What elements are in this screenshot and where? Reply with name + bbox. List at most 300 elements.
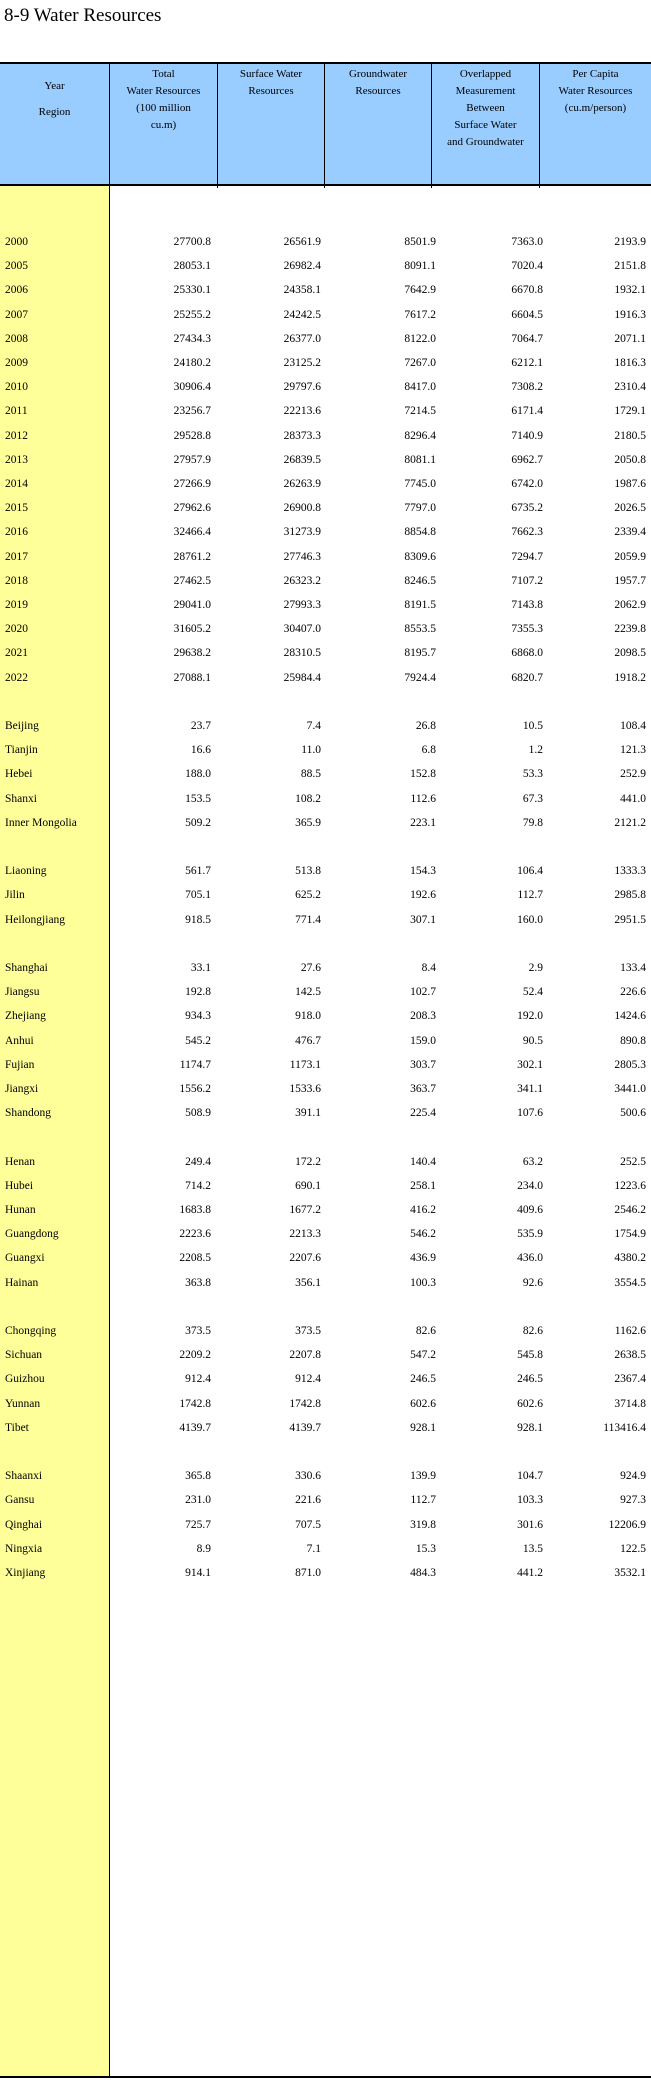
cell-value: 63.2 — [522, 1156, 543, 1168]
cell-value: 365.8 — [185, 1470, 211, 1482]
row-label: Hebei — [5, 768, 33, 780]
cell-value: 1223.6 — [614, 1180, 646, 1192]
header-line: Between — [466, 102, 505, 114]
cell-value: 4139.7 — [179, 1422, 211, 1434]
row-label: Jiangsu — [5, 986, 40, 998]
cell-value: 82.6 — [522, 1325, 543, 1337]
cell-value: 29797.6 — [283, 381, 321, 393]
cell-value: 2209.2 — [179, 1349, 211, 1361]
cell-value: 302.1 — [517, 1059, 543, 1071]
row-label: Shanxi — [5, 793, 37, 805]
table-row — [0, 377, 651, 397]
row-label: Shandong — [5, 1107, 51, 1119]
column-divider — [431, 64, 432, 188]
cell-value: 8122.0 — [404, 333, 436, 345]
table-row — [0, 1152, 651, 1172]
row-label: 2009 — [5, 357, 28, 369]
cell-value: 27746.3 — [283, 551, 321, 563]
cell-value: 10.5 — [522, 720, 543, 732]
cell-value: 2059.9 — [614, 551, 646, 563]
cell-value: 6604.5 — [511, 309, 543, 321]
cell-value: 7.4 — [306, 720, 321, 732]
table-row — [0, 1466, 651, 1486]
header-overlapped-measurement — [432, 64, 539, 184]
cell-value: 7662.3 — [511, 526, 543, 538]
cell-value: 373.5 — [295, 1325, 321, 1337]
cell-value: 8195.7 — [404, 647, 436, 659]
cell-value: 24358.1 — [283, 284, 321, 296]
table-row — [0, 1006, 651, 1026]
table-row — [0, 571, 651, 591]
cell-value: 24180.2 — [173, 357, 211, 369]
cell-value: 2310.4 — [614, 381, 646, 393]
header-line: and Groundwater — [447, 136, 524, 148]
cell-value: 8091.1 — [404, 260, 436, 272]
cell-value: 100.3 — [410, 1277, 436, 1289]
table-row — [0, 1200, 651, 1220]
row-label: Tianjin — [5, 744, 38, 756]
cell-value: 3532.1 — [614, 1567, 646, 1579]
cell-value: 365.9 — [295, 817, 321, 829]
table-row — [0, 547, 651, 567]
cell-value: 27462.5 — [173, 575, 211, 587]
cell-value: 927.3 — [620, 1494, 646, 1506]
cell-value: 29638.2 — [173, 647, 211, 659]
cell-value: 1754.9 — [614, 1228, 646, 1240]
cell-value: 103.3 — [517, 1494, 543, 1506]
cell-value: 918.0 — [295, 1010, 321, 1022]
cell-value: 1.2 — [528, 744, 543, 756]
cell-value: 53.3 — [522, 768, 543, 780]
cell-value: 246.5 — [410, 1373, 436, 1385]
cell-value: 172.2 — [295, 1156, 321, 1168]
header-surface-water-resources — [218, 64, 324, 184]
row-label: 2000 — [5, 236, 28, 248]
cell-value: 6868.0 — [511, 647, 543, 659]
cell-value: 2151.8 — [614, 260, 646, 272]
row-label: 2007 — [5, 309, 28, 321]
header-line: Per Capita — [572, 68, 619, 80]
cell-value: 252.5 — [620, 1156, 646, 1168]
cell-value: 1729.1 — [614, 405, 646, 417]
cell-value: 192.0 — [517, 1010, 543, 1022]
table-row — [0, 305, 651, 325]
cell-value: 226.6 — [620, 986, 646, 998]
cell-value: 26377.0 — [283, 333, 321, 345]
cell-value: 436.0 — [517, 1252, 543, 1264]
table-row — [0, 813, 651, 833]
cell-value: 26.8 — [415, 720, 436, 732]
cell-value: 2121.2 — [614, 817, 646, 829]
cell-value: 8309.6 — [404, 551, 436, 563]
cell-value: 25330.1 — [173, 284, 211, 296]
table-row — [0, 256, 651, 276]
cell-value: 107.6 — [517, 1107, 543, 1119]
row-label: Guangxi — [5, 1252, 45, 1264]
table-row — [0, 401, 651, 421]
cell-value: 8296.4 — [404, 430, 436, 442]
cell-value: 26561.9 — [283, 236, 321, 248]
cell-value: 31605.2 — [173, 623, 211, 635]
cell-value: 6962.7 — [511, 454, 543, 466]
cell-value: 2026.5 — [614, 502, 646, 514]
header-line: cu.m) — [150, 119, 177, 131]
cell-value: 890.8 — [620, 1035, 646, 1047]
table-row — [0, 232, 651, 252]
table-row — [0, 329, 651, 349]
row-label: Chongqing — [5, 1325, 57, 1337]
row-label: Gansu — [5, 1494, 35, 1506]
cell-value: 8081.1 — [404, 454, 436, 466]
row-label: Shaanxi — [5, 1470, 43, 1482]
row-label: 2005 — [5, 260, 28, 272]
cell-value: 546.2 — [410, 1228, 436, 1240]
cell-value: 192.6 — [410, 889, 436, 901]
table-header — [0, 62, 651, 186]
cell-value: 705.1 — [185, 889, 211, 901]
cell-value: 7140.9 — [511, 430, 543, 442]
row-label: 2006 — [5, 284, 28, 296]
cell-value: 102.7 — [410, 986, 436, 998]
cell-value: 8854.8 — [404, 526, 436, 538]
header-year-label: Year — [44, 80, 65, 92]
cell-value: 476.7 — [295, 1035, 321, 1047]
header-region-label: Region — [38, 106, 71, 118]
table-row — [0, 643, 651, 663]
table-row — [0, 1224, 651, 1244]
cell-value: 3441.0 — [614, 1083, 646, 1095]
cell-value: 484.3 — [410, 1567, 436, 1579]
cell-value: 6735.2 — [511, 502, 543, 514]
cell-value: 441.2 — [517, 1567, 543, 1579]
column-divider — [217, 64, 218, 188]
cell-value: 28761.2 — [173, 551, 211, 563]
cell-value: 301.6 — [517, 1519, 543, 1531]
cell-value: 225.4 — [410, 1107, 436, 1119]
cell-value: 140.4 — [410, 1156, 436, 1168]
header-line: Surface Water — [454, 119, 517, 131]
cell-value: 1173.1 — [289, 1059, 321, 1071]
row-label: 2014 — [5, 478, 28, 490]
row-label: Zhejiang — [5, 1010, 46, 1022]
cell-value: 33.1 — [190, 962, 211, 974]
cell-value: 928.1 — [410, 1422, 436, 1434]
cell-value: 2071.1 — [614, 333, 646, 345]
cell-value: 1424.6 — [614, 1010, 646, 1022]
cell-value: 28053.1 — [173, 260, 211, 272]
cell-value: 509.2 — [185, 817, 211, 829]
table-row — [0, 1273, 651, 1293]
cell-value: 92.6 — [522, 1277, 543, 1289]
cell-value: 29041.0 — [173, 599, 211, 611]
cell-value: 409.6 — [517, 1204, 543, 1216]
cell-value: 2180.5 — [614, 430, 646, 442]
cell-value: 934.3 — [185, 1010, 211, 1022]
row-label: Anhui — [5, 1035, 34, 1047]
cell-value: 7797.0 — [404, 502, 436, 514]
cell-value: 26982.4 — [283, 260, 321, 272]
row-label: Sichuan — [5, 1349, 43, 1361]
cell-value: 7064.7 — [511, 333, 543, 345]
cell-value: 88.5 — [300, 768, 321, 780]
header-line: (cu.m/person) — [564, 102, 627, 114]
table-bottom-border — [0, 2076, 651, 2078]
cell-value: 1742.8 — [179, 1398, 211, 1410]
table-row — [0, 522, 651, 542]
cell-value: 16.6 — [190, 744, 211, 756]
row-label: Jilin — [5, 889, 25, 901]
cell-value: 112.7 — [517, 889, 543, 901]
cell-value: 23256.7 — [173, 405, 211, 417]
cell-value: 79.8 — [522, 817, 543, 829]
column-divider — [109, 64, 110, 188]
header-line: Resources — [248, 85, 294, 97]
cell-value: 416.2 — [410, 1204, 436, 1216]
cell-value: 356.1 — [295, 1277, 321, 1289]
cell-value: 15.3 — [415, 1543, 436, 1555]
cell-value: 2213.3 — [289, 1228, 321, 1240]
table-row — [0, 1539, 651, 1559]
row-label: 2016 — [5, 526, 28, 538]
cell-value: 4139.7 — [289, 1422, 321, 1434]
cell-value: 912.4 — [185, 1373, 211, 1385]
cell-value: 561.7 — [185, 865, 211, 877]
cell-value: 152.8 — [410, 768, 436, 780]
table-row — [0, 1248, 651, 1268]
row-label: Hunan — [5, 1204, 36, 1216]
row-label: 2011 — [5, 405, 28, 417]
row-label: Jiangxi — [5, 1083, 39, 1095]
header-line: Surface Water — [239, 68, 303, 80]
cell-value: 252.9 — [620, 768, 646, 780]
cell-value: 4380.2 — [614, 1252, 646, 1264]
table-row — [0, 1079, 651, 1099]
cell-value: 25255.2 — [173, 309, 211, 321]
page-title: 8-9 Water Resources — [4, 5, 162, 26]
cell-value: 771.4 — [295, 914, 321, 926]
cell-value: 13.5 — [522, 1543, 543, 1555]
cell-value: 307.1 — [410, 914, 436, 926]
cell-value: 159.0 — [410, 1035, 436, 1047]
cell-value: 113416.4 — [603, 1422, 646, 1434]
table-row — [0, 1055, 651, 1075]
cell-value: 8.9 — [196, 1543, 211, 1555]
cell-value: 2239.8 — [614, 623, 646, 635]
row-label: 2008 — [5, 333, 28, 345]
cell-value: 602.6 — [410, 1398, 436, 1410]
cell-value: 249.4 — [185, 1156, 211, 1168]
cell-value: 7267.0 — [404, 357, 436, 369]
row-label: Shanghai — [5, 962, 48, 974]
row-label: 2022 — [5, 672, 28, 684]
cell-value: 8417.0 — [404, 381, 436, 393]
row-label: 2019 — [5, 599, 28, 611]
cell-value: 121.3 — [620, 744, 646, 756]
cell-value: 547.2 — [410, 1349, 436, 1361]
cell-value: 108.4 — [620, 720, 646, 732]
cell-value: 2805.3 — [614, 1059, 646, 1071]
cell-value: 2050.8 — [614, 454, 646, 466]
table-row — [0, 958, 651, 978]
row-label: Guizhou — [5, 1373, 45, 1385]
cell-value: 625.2 — [295, 889, 321, 901]
table-row — [0, 1176, 651, 1196]
table-row — [0, 885, 651, 905]
cell-value: 6.8 — [421, 744, 436, 756]
cell-value: 12206.9 — [608, 1519, 646, 1531]
cell-value: 28310.5 — [283, 647, 321, 659]
cell-value: 108.2 — [295, 793, 321, 805]
cell-value: 6670.8 — [511, 284, 543, 296]
cell-value: 82.6 — [415, 1325, 436, 1337]
cell-value: 303.7 — [410, 1059, 436, 1071]
row-label: Guangdong — [5, 1228, 59, 1240]
row-label: Ningxia — [5, 1543, 43, 1555]
cell-value: 1742.8 — [289, 1398, 321, 1410]
cell-value: 7308.2 — [511, 381, 543, 393]
table-row — [0, 716, 651, 736]
cell-value: 24242.5 — [283, 309, 321, 321]
cell-value: 11.0 — [301, 744, 321, 756]
cell-value: 26900.8 — [283, 502, 321, 514]
row-label: Xinjiang — [5, 1567, 46, 1579]
cell-value: 223.1 — [410, 817, 436, 829]
cell-value: 1174.7 — [179, 1059, 211, 1071]
row-label: Qinghai — [5, 1519, 43, 1531]
cell-value: 6742.0 — [511, 478, 543, 490]
table-row — [0, 1394, 651, 1414]
cell-value: 928.1 — [517, 1422, 543, 1434]
header-year-region — [0, 64, 109, 184]
cell-value: 1816.3 — [614, 357, 646, 369]
cell-value: 1987.6 — [614, 478, 646, 490]
cell-value: 8246.5 — [404, 575, 436, 587]
cell-value: 1162.6 — [614, 1325, 646, 1337]
cell-value: 1918.2 — [614, 672, 646, 684]
cell-value: 221.6 — [295, 1494, 321, 1506]
cell-value: 8553.5 — [404, 623, 436, 635]
table-row — [0, 1031, 651, 1051]
cell-value: 7642.9 — [404, 284, 436, 296]
cell-value: 373.5 — [185, 1325, 211, 1337]
header-line: Water Resources — [558, 85, 633, 97]
table-row — [0, 498, 651, 518]
row-label: Inner Mongolia — [5, 817, 77, 829]
cell-value: 234.0 — [517, 1180, 543, 1192]
cell-value: 27957.9 — [173, 454, 211, 466]
cell-value: 7617.2 — [404, 309, 436, 321]
cell-value: 1556.2 — [179, 1083, 211, 1095]
cell-value: 602.6 — [517, 1398, 543, 1410]
row-label: Hainan — [5, 1277, 39, 1289]
cell-value: 231.0 — [185, 1494, 211, 1506]
cell-value: 1932.1 — [614, 284, 646, 296]
table-row — [0, 1321, 651, 1341]
cell-value: 871.0 — [295, 1567, 321, 1579]
cell-value: 8191.5 — [404, 599, 436, 611]
table-row — [0, 1563, 651, 1583]
cell-value: 142.5 — [295, 986, 321, 998]
cell-value: 23125.2 — [283, 357, 321, 369]
cell-value: 690.1 — [295, 1180, 321, 1192]
row-label: 2020 — [5, 623, 28, 635]
cell-value: 246.5 — [517, 1373, 543, 1385]
cell-value: 26263.9 — [283, 478, 321, 490]
cell-value: 7.1 — [306, 1543, 321, 1555]
cell-value: 918.5 — [185, 914, 211, 926]
cell-value: 330.6 — [295, 1470, 321, 1482]
column-divider — [324, 64, 325, 188]
cell-value: 112.6 — [410, 793, 436, 805]
cell-value: 160.0 — [517, 914, 543, 926]
cell-value: 436.9 — [410, 1252, 436, 1264]
cell-value: 2.9 — [528, 962, 543, 974]
table-row — [0, 668, 651, 688]
table-row — [0, 910, 651, 930]
row-label: Beijing — [5, 720, 39, 732]
header-total-water-resources — [110, 64, 217, 184]
cell-value: 122.5 — [620, 1543, 646, 1555]
cell-value: 7214.5 — [404, 405, 436, 417]
cell-value: 513.8 — [295, 865, 321, 877]
row-label: Tibet — [5, 1422, 29, 1434]
cell-value: 154.3 — [410, 865, 436, 877]
cell-value: 208.3 — [410, 1010, 436, 1022]
cell-value: 7020.4 — [511, 260, 543, 272]
cell-value: 2367.4 — [614, 1373, 646, 1385]
cell-value: 27434.3 — [173, 333, 211, 345]
row-label: Heilongjiang — [5, 914, 66, 926]
header-line: Resources — [355, 85, 401, 97]
cell-value: 2985.8 — [614, 889, 646, 901]
cell-value: 2207.8 — [289, 1349, 321, 1361]
cell-value: 2638.5 — [614, 1349, 646, 1361]
header-line: (100 million — [136, 102, 191, 114]
cell-value: 7363.0 — [511, 236, 543, 248]
cell-value: 52.4 — [522, 986, 543, 998]
cell-value: 363.8 — [185, 1277, 211, 1289]
row-label: 2015 — [5, 502, 28, 514]
table-row — [0, 619, 651, 639]
table-row — [0, 595, 651, 615]
row-label: 2021 — [5, 647, 28, 659]
cell-value: 27266.9 — [173, 478, 211, 490]
cell-value: 6820.7 — [511, 672, 543, 684]
cell-value: 104.7 — [517, 1470, 543, 1482]
cell-value: 192.8 — [185, 986, 211, 998]
cell-value: 188.0 — [185, 768, 211, 780]
cell-value: 25984.4 — [283, 672, 321, 684]
water-resources-table — [0, 62, 651, 2078]
column-divider — [539, 64, 540, 188]
cell-value: 707.5 — [295, 1519, 321, 1531]
row-label: 2013 — [5, 454, 28, 466]
cell-value: 139.9 — [410, 1470, 436, 1482]
table-row — [0, 1369, 651, 1389]
cell-value: 133.4 — [620, 962, 646, 974]
cell-value: 7355.3 — [511, 623, 543, 635]
cell-value: 714.2 — [185, 1180, 211, 1192]
cell-value: 7745.0 — [404, 478, 436, 490]
cell-value: 27.6 — [300, 962, 321, 974]
cell-value: 7107.2 — [511, 575, 543, 587]
cell-value: 8.4 — [421, 962, 436, 974]
header-line: Measurement — [455, 85, 516, 97]
cell-value: 341.1 — [517, 1083, 543, 1095]
header-line: Groundwater — [348, 68, 408, 80]
cell-value: 2339.4 — [614, 526, 646, 538]
cell-value: 30407.0 — [283, 623, 321, 635]
